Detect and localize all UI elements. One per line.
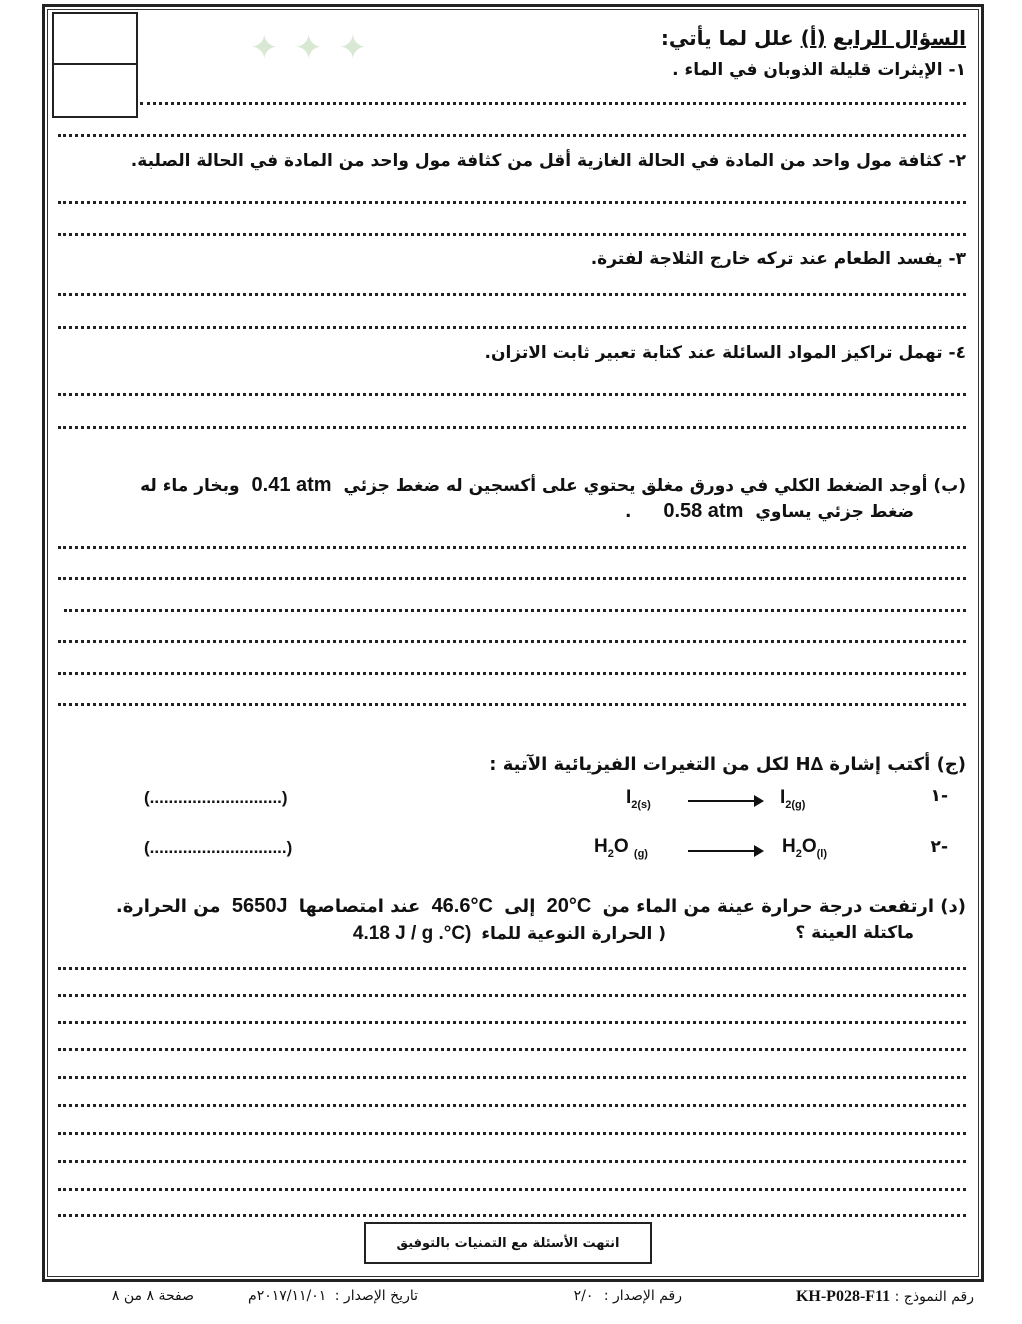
- item-2: ٢- كثافة مول واحد من المادة في الحالة الغازية أقل من كثافة مول واحد من المادة في الحالة الصلبة.: [130, 151, 966, 171]
- part-b-line1: (ب) أوجد الضغط الكلي في دورق مغلق يحتوي على أكسجين له ضغط جزئي 0.41 atm وبخار ماء له: [140, 474, 966, 496]
- reaction-2-reactant: $H_2O$ $_{(g)}$: [594, 836, 648, 860]
- reaction-1-answer-blank[interactable]: (............................): [144, 788, 288, 807]
- answer-line[interactable]: [58, 577, 966, 580]
- item-4: ٤- تهمل تراكيز المواد السائلة عند كتابة تعبير ثابت الاتزان.: [484, 343, 966, 363]
- item-1: ١- الإيثرات قليلة الذوبان في الماء .: [672, 60, 966, 80]
- watermark-logo: ✦ ✦ ✦: [250, 28, 370, 68]
- reaction-1-product: $I_{2(g)}$: [780, 787, 806, 811]
- answer-line[interactable]: [58, 640, 966, 643]
- answer-line[interactable]: [58, 326, 966, 329]
- footer-page: صفحة ٨ من ٨: [111, 1288, 194, 1304]
- answer-line[interactable]: [58, 1132, 966, 1135]
- part-d-line1: (د) ارتفعت درجة حرارة عينة من الماء من 20°C إلى 46.6°C عند امتصاصها 5650J من الحرارة.: [115, 895, 966, 917]
- answer-line[interactable]: [58, 1021, 966, 1024]
- end-note-box: [364, 1222, 652, 1264]
- answer-line[interactable]: [58, 1188, 966, 1191]
- answer-line[interactable]: [58, 967, 966, 970]
- arrow-icon: [688, 850, 762, 852]
- reaction-2-number: -٢: [930, 837, 948, 857]
- footer-form: رقم النموذج : KH-P028-F11: [795, 1288, 974, 1305]
- end-note: انتهت الأسئلة مع التمنيات بالتوفيق: [396, 1235, 620, 1251]
- answer-line[interactable]: [58, 1104, 966, 1107]
- answer-line[interactable]: [58, 1048, 966, 1051]
- reaction-2-product: $H_2O_{(l)}$: [782, 836, 828, 860]
- answer-line[interactable]: [58, 1160, 966, 1163]
- answer-line[interactable]: [58, 393, 966, 396]
- answer-line[interactable]: [58, 703, 966, 706]
- answer-line[interactable]: [58, 994, 966, 997]
- answer-line[interactable]: [64, 609, 966, 612]
- footer-version: رقم الإصدار : ٢/٠: [573, 1288, 682, 1304]
- answer-line[interactable]: [58, 134, 966, 137]
- item-3: ٣- يفسد الطعام عند تركه خارج الثلاجة لفترة.: [590, 249, 966, 269]
- grade-cell-top: [54, 14, 136, 65]
- part-b-line2: ضغط جزئي يساوي 0.58 atm .: [624, 500, 914, 522]
- footer-date: تاريخ الإصدار : ٢٠١٧/١١/٠١م: [248, 1288, 418, 1304]
- answer-line[interactable]: [140, 102, 966, 105]
- answer-line[interactable]: [58, 672, 966, 675]
- answer-line[interactable]: [58, 293, 966, 296]
- answer-line[interactable]: [58, 1076, 966, 1079]
- arrow-icon: [688, 800, 762, 802]
- part-d-hint: ( الحرارة النوعية للماء 4.18 J / g .°C): [352, 923, 666, 944]
- grade-cell-bottom: [54, 65, 136, 116]
- answer-line[interactable]: [58, 1214, 966, 1217]
- answer-line[interactable]: [58, 201, 966, 204]
- answer-line[interactable]: [58, 426, 966, 429]
- reaction-1-number: -١: [930, 786, 948, 806]
- reaction-1-reactant: $I_{2(s)}$: [626, 787, 651, 811]
- grade-box: [52, 12, 138, 118]
- answer-line[interactable]: [58, 233, 966, 236]
- part-c-prompt: (ج) أكتب إشارة ∆H لكل من التغيرات الفيزيائية الآتية :: [489, 754, 966, 775]
- question-heading: السؤال الرابع (أ) علل لما يأتي:: [660, 26, 966, 50]
- answer-line[interactable]: [58, 546, 966, 549]
- reaction-2-answer-blank[interactable]: (.............................): [144, 838, 293, 857]
- page-frame: [42, 4, 984, 1282]
- part-d-question: ماكتلة العينة ؟: [795, 923, 914, 943]
